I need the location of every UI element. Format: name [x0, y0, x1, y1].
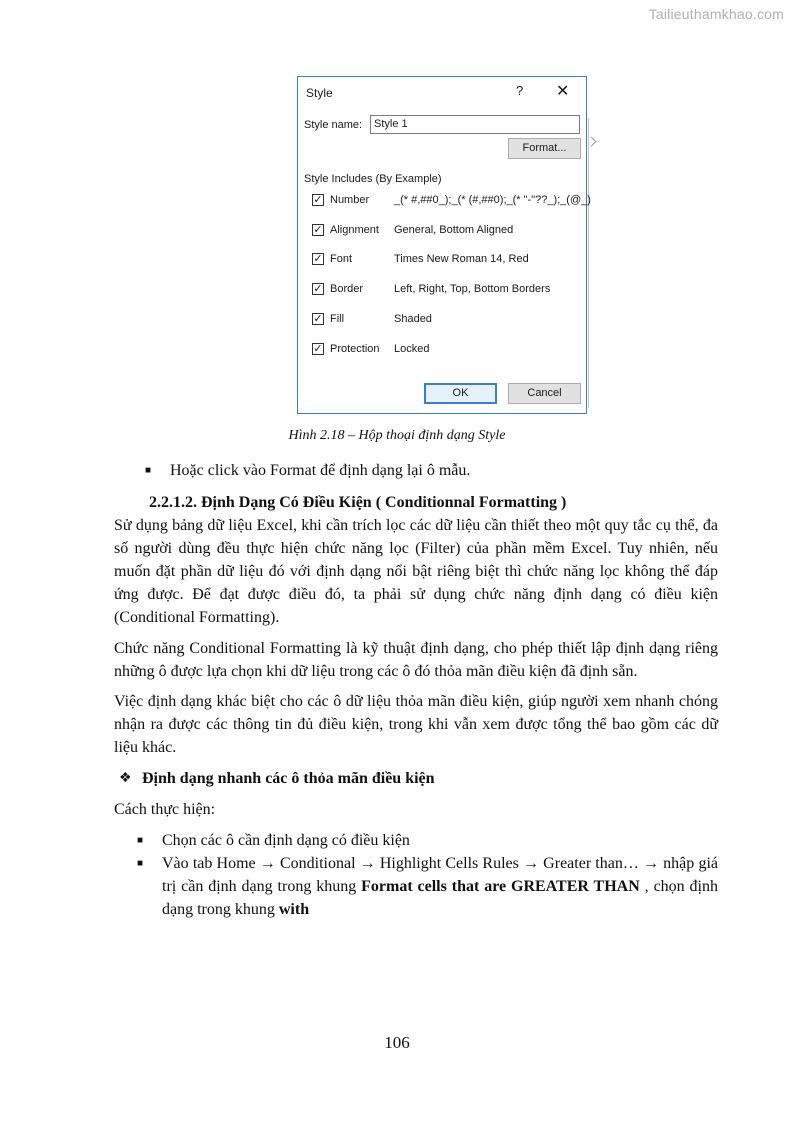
style-name-input[interactable]: Style 1: [370, 115, 580, 134]
page-number: 106: [384, 1033, 410, 1052]
include-name: Alignment: [330, 224, 379, 236]
paragraph-2: Chức năng Conditional Formatting là kỹ thuật định dạng, cho phép thiết lập định dạng riêng những ô được lựa chọn khi dữ liệu trong các ô đó thỏa mãn điều kiện đã định sẵn.: [114, 640, 718, 680]
step-2-bold-2: with: [278, 901, 310, 918]
border-checkbox[interactable]: ✓: [313, 283, 323, 295]
sub-heading: Định dạng nhanh các ô thỏa mãn điều kiện: [142, 770, 435, 787]
include-row-protection: [312, 343, 584, 359]
step-1: Chọn các ô cần định dạng có điều kiện: [162, 832, 410, 849]
include-name: Font: [330, 253, 353, 265]
include-value: Shaded: [394, 313, 432, 325]
number-checkbox[interactable]: ✓: [313, 194, 323, 206]
style-includes-label: Style Includes (By Example): [304, 173, 442, 185]
paragraph-3: Việc định dạng khác biệt cho các ô dữ liệu thỏa mãn điều kiện, giúp người xem nhanh chóng nhận ra được các thông tin đủ điều kiện, trong khi vẫn xem được tổng thể bao gồm các dữ liệu khác.: [114, 693, 718, 756]
cancel-button[interactable]: Cancel: [508, 383, 581, 404]
paragraph-1: Sử dụng bảng dữ liệu Excel, khi cần trích lọc các dữ liệu cần thiết theo một quy tắc cụ thể, đa số người dùng đều thực hiện chức năng lọc (Filter) của phần mềm Excel. Tuy nhiên, nếu muốn đặt phần dữ liệu đó với định dạng nổi bật riêng biệt thì chức năng lọc không thể đáp ứng được. Để đạt được điều đó, ta phải sử dụng chức năng định dạng có điều kiện (Conditional Formatting).: [114, 517, 718, 626]
help-icon[interactable]: ?: [516, 83, 524, 98]
square-bullet-icon: ■: [137, 858, 144, 869]
include-name: Protection: [330, 343, 380, 355]
step-2-bold-1: Format cells that are GREATER THAN: [361, 878, 640, 895]
include-name: Number: [330, 194, 370, 206]
protection-checkbox[interactable]: ✓: [313, 343, 323, 355]
style-name-label: Style name:: [304, 119, 363, 131]
include-value: _(* #,##0_);_(* (#,##0);_(* "-"??_);_(@_): [394, 194, 591, 206]
dialog-title: Style: [306, 86, 333, 100]
square-bullet-icon: ■: [137, 835, 144, 846]
diamond-bullet-icon: ❖: [119, 771, 132, 786]
figure-caption: Hình 2.18 – Hộp thoại định dạng Style: [288, 428, 506, 443]
fill-checkbox[interactable]: ✓: [313, 313, 323, 325]
include-name: Border: [330, 283, 364, 295]
include-row-number: [312, 194, 591, 210]
style-dialog: [297, 76, 591, 414]
sheet-edge: [588, 118, 595, 408]
square-bullet-icon: ■: [145, 465, 152, 476]
ok-button[interactable]: OK: [424, 383, 497, 404]
include-row-border: [312, 283, 584, 299]
sheet-edge-tick: [587, 137, 597, 147]
step-2-text: Vào tab Home → Conditional → Highlight Cells Rules → Greater than… → nhập giá trị cần định dạng trong khung: [162, 855, 718, 895]
include-name: Fill: [330, 313, 345, 325]
alignment-checkbox[interactable]: ✓: [313, 224, 323, 236]
include-value: Locked: [394, 343, 430, 355]
step-2: [162, 852, 718, 921]
how-to-label: Cách thực hiện:: [114, 801, 216, 818]
include-row-fill: [312, 313, 584, 329]
include-row-font: [312, 253, 584, 269]
section-heading: 2.2.1.2. Định Dạng Có Điều Kiện ( Conditionnal Formatting ): [149, 494, 567, 511]
bullet-text: Hoặc click vào Format để định dạng lại ô mẫu.: [170, 462, 471, 479]
close-icon[interactable]: ✕: [556, 83, 570, 100]
include-value: General, Bottom Aligned: [394, 224, 514, 236]
step-2-text-2: , chọn định dạng trong khung: [162, 878, 719, 918]
include-row-alignment: [312, 224, 584, 240]
include-value: Times New Roman 14, Red: [394, 253, 529, 265]
format-button[interactable]: Format...: [508, 138, 581, 159]
font-checkbox[interactable]: ✓: [313, 253, 323, 265]
include-value: Left, Right, Top, Bottom Borders: [394, 283, 551, 295]
watermark: Tailieuthamkhao.com: [648, 6, 784, 22]
